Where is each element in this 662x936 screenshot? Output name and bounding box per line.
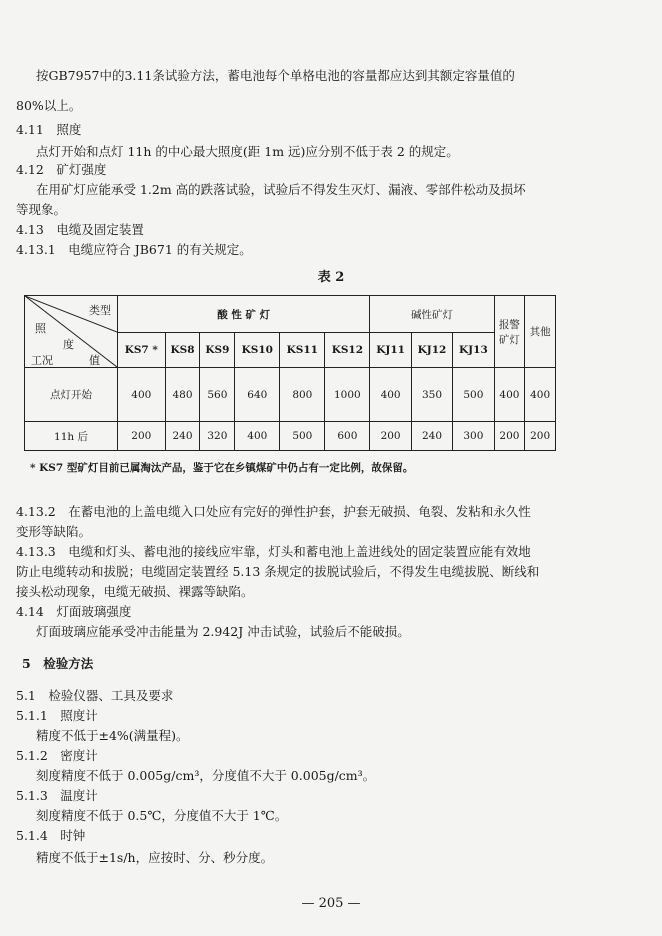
alarm-lamp-header: [494, 296, 525, 368]
model-header: KJ12: [411, 333, 452, 368]
table-cell: 500: [453, 368, 494, 422]
alarm-label-2: 矿灯: [498, 333, 520, 346]
table-cell: 400: [118, 368, 166, 422]
paragraph-text: 精度不低于±4%(满量程)。: [36, 728, 189, 743]
paragraph-text: 等现象。: [16, 202, 67, 217]
table-cell: 500: [280, 422, 325, 451]
table-cell: 240: [411, 422, 452, 451]
table-title: 表 2: [317, 270, 345, 285]
model-header: KS7 *: [118, 333, 166, 368]
section-heading-4-13: 4.13 电缆及固定装置: [16, 222, 144, 237]
model-header: KS9: [200, 333, 235, 368]
table-cell: 640: [235, 368, 280, 422]
diag-label-type: 类型: [89, 304, 111, 317]
table-row: [25, 422, 556, 451]
alarm-label-1: 报警: [498, 318, 520, 331]
diag-label-illum-1: 照: [35, 322, 46, 335]
table-cell: 600: [325, 422, 370, 451]
row-label: 11h 后: [25, 422, 118, 451]
paragraph-text: 防止电缆转动和拔脱；电缆固定装置经 5.13 条规定的拔脱试验后，不得发生电缆拔脱、断线和: [16, 564, 540, 579]
paragraph-text: 按GB7957中的3.11条试验方法，蓄电池每个单格电池的容量都应达到其额定容量值的: [36, 68, 515, 83]
table-cell: 400: [525, 368, 556, 422]
paragraph-text: 4.13.3 电缆和灯头、蓄电池的接线应牢靠，灯头和蓄电池上盖进线处的固定装置应能有效地: [16, 544, 531, 559]
table-cell: 200: [118, 422, 166, 451]
paragraph-text: 刻度精度不低于 0.5℃，分度值不大于 1℃。: [36, 808, 288, 823]
table-cell: 300: [453, 422, 494, 451]
section-heading-5-1-1: 5.1.1 照度计: [16, 708, 98, 723]
table-cell: 350: [411, 368, 452, 422]
section-heading-5-1-3: 5.1.3 温度计: [16, 788, 98, 803]
paragraph-text: 接头松动现象，电缆无破损、裸露等缺陷。: [16, 584, 254, 599]
paragraph-text: 4.13.2 在蓄电池的上盖电缆入口处应有完好的弹性护套，护套无破损、龟裂、发粘和永久性: [16, 504, 531, 519]
table-cell: 400: [370, 368, 411, 422]
table-footnote: * KS7 型矿灯目前已属淘汰产品，鉴于它在乡镇煤矿中仍占有一定比例，故保留。: [30, 462, 414, 474]
section-heading-4-11: 4.11 照度: [16, 122, 82, 137]
model-header: KS8: [165, 333, 200, 368]
section-heading-5-1-4: 5.1.4 时钟: [16, 828, 86, 843]
table-cell: 1000: [325, 368, 370, 422]
row-label: 点灯开始: [25, 368, 118, 422]
diag-label-value: 值: [89, 354, 100, 367]
paragraph-text: 点灯开始和点灯 11h 的中心最大照度(距 1m 远)应分别不低于表 2 的规定。: [36, 144, 459, 159]
paragraph-text: 4.13.1 电缆应符合 JB671 的有关规定。: [16, 242, 252, 257]
section-heading-5-1-2: 5.1.2 密度计: [16, 748, 98, 763]
group-alkaline-header: 碱性矿灯: [370, 296, 494, 333]
table-cell: 200: [525, 422, 556, 451]
section-heading-4-12: 4.12 矿灯强度: [16, 162, 107, 177]
model-header: KJ13: [453, 333, 494, 368]
group-acid-header: 酸 性 矿 灯: [118, 296, 370, 333]
section-heading-5-1: 5.1 检验仪器、工具及要求: [16, 688, 174, 703]
table-cell: 800: [280, 368, 325, 422]
table-cell: 400: [494, 368, 525, 422]
table-cell: 480: [165, 368, 200, 422]
diag-label-illum-2: 度: [63, 338, 74, 351]
paragraph-text: 在用矿灯应能承受 1.2m 高的跌落试验，试验后不得发生灭灯、漏液、零部件松动及损坏: [36, 182, 526, 197]
table-cell: 240: [165, 422, 200, 451]
model-header: KJ11: [370, 333, 411, 368]
paragraph-text: 80%以上。: [16, 98, 82, 113]
paragraph-text: 精度不低于±1s/h，应按时、分、秒分度。: [36, 850, 274, 865]
table-cell: 320: [200, 422, 235, 451]
paragraph-text: 灯面玻璃应能承受冲击能量为 2.942J 冲击试验，试验后不能破损。: [36, 624, 410, 639]
section-heading-5: 5 检验方法: [22, 656, 94, 671]
table-cell: 560: [200, 368, 235, 422]
table-row: [25, 368, 556, 422]
table-cell: 200: [494, 422, 525, 451]
illuminance-table: [24, 295, 556, 451]
other-header: 其他: [525, 296, 556, 368]
table-cell: 200: [370, 422, 411, 451]
table-cell: 400: [235, 422, 280, 451]
paragraph-text: 变形等缺陷。: [16, 524, 92, 539]
model-header: KS10: [235, 333, 280, 368]
table-diagonal-header: [25, 296, 118, 368]
paragraph-text: 刻度精度不低于 0.005g/cm³，分度值不大于 0.005g/cm³。: [36, 768, 376, 783]
model-header: KS12: [325, 333, 370, 368]
section-heading-4-14: 4.14 灯面玻璃强度: [16, 604, 132, 619]
diag-label-condition: 工况: [31, 354, 53, 367]
page-number: — 205 —: [301, 896, 361, 911]
model-header: KS11: [280, 333, 325, 368]
